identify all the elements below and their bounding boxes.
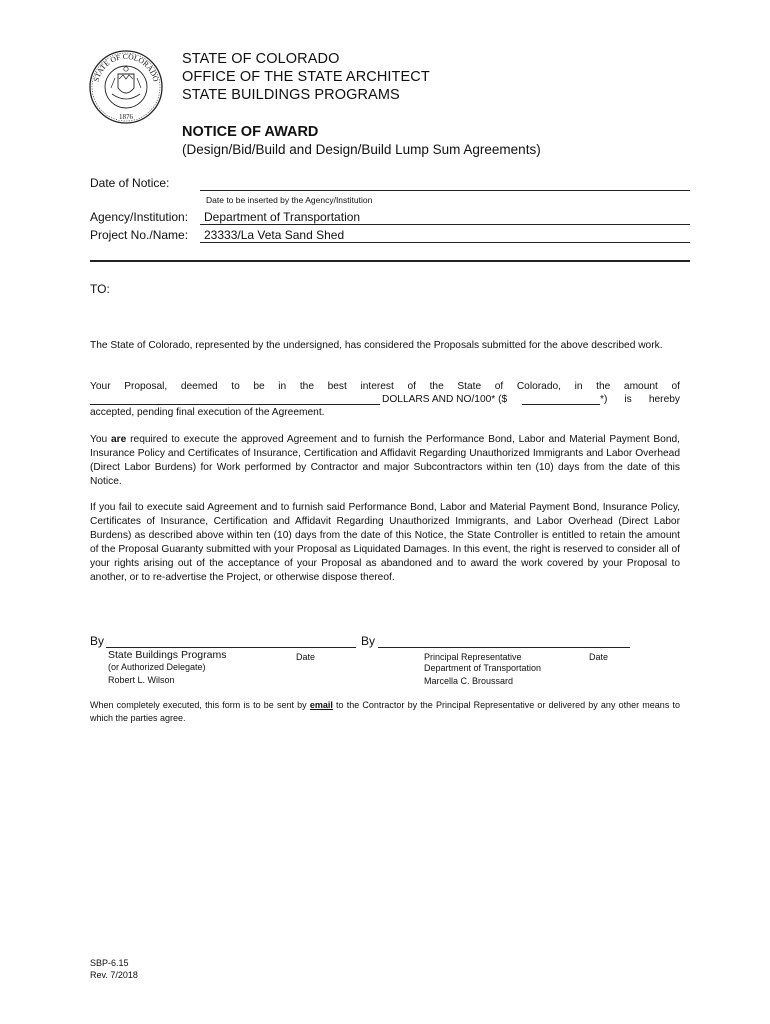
left-signer-name: Robert L. Wilson xyxy=(108,675,175,685)
closing-note xyxy=(90,699,680,725)
left-date-label: Date xyxy=(296,652,316,662)
paragraph-required xyxy=(90,433,680,489)
right-signer-title: Principal Representative xyxy=(424,652,522,662)
signature-line-left[interactable] xyxy=(106,647,356,648)
closing-pre: When completely executed, this form is to be sent by xyxy=(90,700,310,710)
to-label: TO: xyxy=(90,282,110,296)
hereby-text: *) is hereby xyxy=(600,394,680,405)
header-line-2: OFFICE OF THE STATE ARCHITECT xyxy=(182,69,430,85)
section-divider xyxy=(90,260,690,262)
date-of-notice-label: Date of Notice: xyxy=(90,176,170,190)
by-label-right: By xyxy=(361,634,376,648)
header-line-3: STATE BUILDINGS PROGRAMS xyxy=(182,87,400,103)
project-line xyxy=(200,242,690,243)
paragraph-considered: The State of Colorado, represented by the undersigned, has considered the Proposals submitted for the above described work. xyxy=(90,340,663,351)
seal-year: 1876 xyxy=(119,113,133,121)
right-date-label: Date xyxy=(589,652,609,662)
revision-date: Rev. 7/2018 xyxy=(90,970,138,980)
required-bold: are xyxy=(111,434,127,445)
colorado-state-seal xyxy=(88,48,164,126)
paragraph-proposal-line-3: accepted, pending final execution of the Agreement. xyxy=(90,407,325,418)
header-line-1: STATE OF COLORADO xyxy=(182,51,340,67)
right-signer-sub1: Department of Transportation xyxy=(424,663,542,673)
agency-label: Agency/Institution: xyxy=(90,210,189,224)
required-post: required to execute the approved Agreement and to furnish the Performance Bond, Labor and Material Payment Bond, Insurance Policy and Certificates of Insurance, Certification and Affidavit Regarding Unauthorized Immigrants and Labor Overhead (Direct Labor Burdens) for Work performed by Contractor and major Subcontractors within ten (10) days from the date of this Notice. xyxy=(90,434,680,487)
signature-line-right[interactable] xyxy=(378,647,630,648)
right-signer-name: Marcella C. Broussard xyxy=(424,676,514,686)
document-title: NOTICE OF AWARD xyxy=(182,124,319,140)
project-label: Project No./Name: xyxy=(90,228,189,242)
document-subtitle: (Design/Bid/Build and Design/Build Lump Sum Agreements) xyxy=(182,142,541,157)
amount-figure-line[interactable] xyxy=(522,404,600,405)
paragraph-fail: If you fail to execute said Agreement and to furnish said Performance Bond, Labor and Material Payment Bond, Insurance Policy, Certificates of Insurance, Certification and Affidavit Regarding Unauthorized Immigrants, and Labor Overhead (Direct Labor Burdens) as described above within ten (10) days from the date of this Notice, the State Controller is entitled to retain the amount of the Proposal Guaranty submitted with your Proposal as Liquidated Damages. In this event, the right is reserved to consider all of your rights arising out of the acceptance of your Proposal as abandoned and to award the work covered by your Proposal to another, or to re-advertise the Project, or otherwise dispose thereof. xyxy=(90,502,680,583)
closing-post: to the Contractor by the Principal Representative or delivered by any other means to which the parties agree. xyxy=(90,700,680,723)
left-signer-sub1: (or Authorized Delegate) xyxy=(108,662,206,672)
form-number: SBP-6.15 xyxy=(90,958,129,968)
agency-line xyxy=(200,224,690,225)
left-signer-title: State Buildings Programs xyxy=(108,649,227,661)
date-of-notice-line xyxy=(200,190,690,191)
email-link[interactable]: email xyxy=(309,700,333,710)
dollars-text: DOLLARS AND NO/100* ($ xyxy=(382,394,508,405)
by-label-left: By xyxy=(90,634,105,648)
agency-value[interactable]: Department of Transportation xyxy=(204,210,361,224)
project-value[interactable]: 23333/La Veta Sand Shed xyxy=(204,228,345,242)
amount-words-line[interactable] xyxy=(90,404,380,405)
proposal-amount-row xyxy=(90,393,680,407)
seal-top-text: STATE OF COLORADO xyxy=(91,51,161,83)
required-pre: You xyxy=(90,434,112,445)
paragraph-proposal-line-1: Your Proposal, deemed to be in the best interest of the State of Colorado, in the amount of xyxy=(90,381,680,392)
date-hint: Date to be inserted by the Agency/Institution xyxy=(206,195,373,205)
